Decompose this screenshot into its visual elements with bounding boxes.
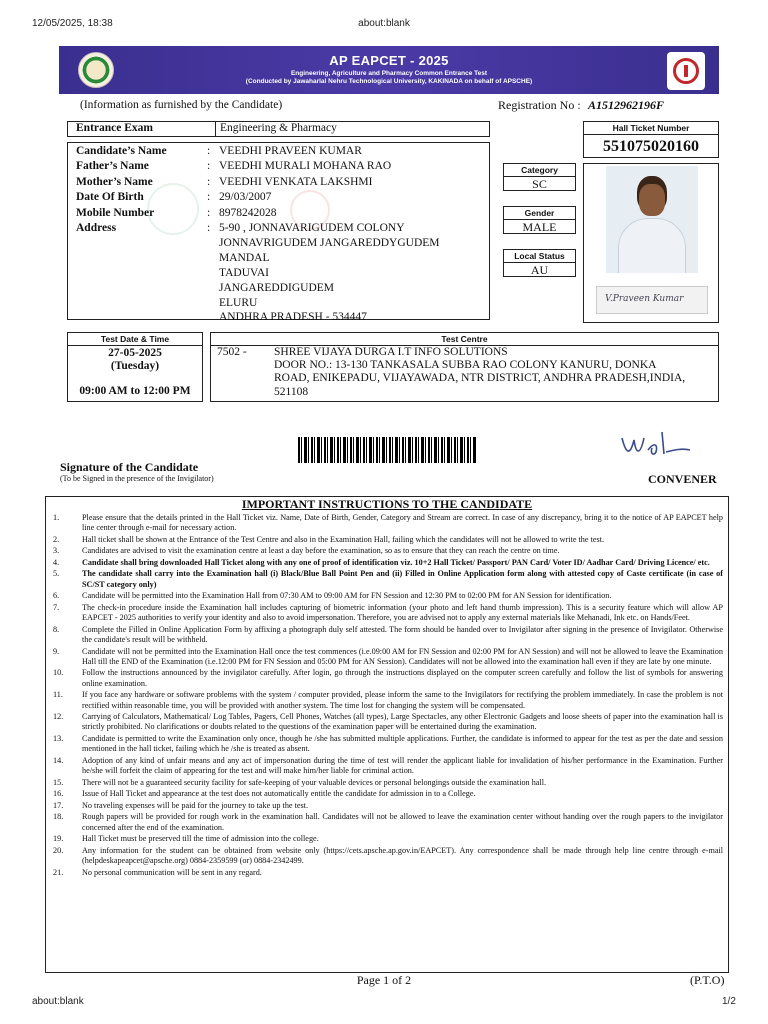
banner-conducted-by: (Conducted by Jawaharlal Nehru Technological University, KAKINADA on behalf of APSCHE) — [245, 78, 533, 85]
instruction-item — [53, 734, 723, 755]
address-line: 5-90 , JONNAVARIGUDEM COLONY — [219, 222, 405, 234]
instruction-text: No personal communication will be sent in any regard. — [82, 867, 262, 877]
page-number: Page 1 of 2 — [356, 973, 412, 987]
instruction-text: Candidate will be permitted into the Examination Hall from 07:30 AM to 09:00 AM for FN Session and 12:30 PM to 02:00 PM for AN Session for identification. — [82, 591, 612, 601]
signature-label: Signature of the Candidate — [60, 460, 199, 474]
test-centre-label: Test Centre — [211, 333, 718, 346]
instruction-number: 8. — [53, 624, 60, 634]
father-name-label: Father’s Name — [76, 160, 149, 172]
candidate-name-label: Candidate’s Name — [76, 145, 167, 157]
convener-signature-icon — [618, 424, 692, 464]
test-centre-address — [274, 346, 685, 399]
instruction-item — [53, 569, 723, 590]
candidate-photo — [583, 163, 719, 323]
instruction-number: 21. — [53, 867, 64, 877]
entrance-exam-label: Entrance Exam — [76, 122, 153, 134]
instruction-item — [53, 647, 723, 668]
local-status-value: AU — [530, 263, 549, 277]
instruction-text: Carrying of Calculators, Mathematical/ Log Tables, Pagers, Cell Phones, Watches (all types), Large Spectacles, any other Electronic Gadgets and loose sheets of paper into the examination hall is strictly prohibited. No clarifications or doubts related to the questions of the examination paper will be entertained during the examination. — [82, 712, 723, 732]
instruction-number: 4. — [53, 557, 60, 567]
address-line: MANDAL — [219, 251, 270, 264]
instruction-number: 6. — [53, 591, 60, 601]
entrance-exam-value: Engineering & Pharmacy — [220, 122, 337, 134]
test-time: 09:00 AM to 12:00 PM — [79, 385, 191, 397]
instruction-item — [53, 625, 723, 646]
instruction-text: Candidate is permitted to write the Examination only once, though he /she has submitted multiple applications. Further, the candidate is informed to appear for the test as per the date and session mentioned in the hall ticket, failing which he /she is treated as absent. — [82, 733, 723, 754]
signature-note: (To be Signed in the presence of the Invigilator) — [60, 474, 214, 483]
instruction-item — [53, 834, 723, 844]
registration-number: A1512962196F — [588, 98, 665, 112]
banner-title: AP EAPCET - 2025 — [329, 53, 449, 68]
dob-value: 29/03/2007 — [219, 191, 272, 203]
watermark-logo-icon — [147, 183, 199, 235]
test-centre-line: 521108 — [274, 385, 309, 398]
instruction-number: 2. — [53, 534, 60, 544]
instruction-item — [53, 868, 723, 878]
address-line: ANDHRA PRADESH - 534447 — [219, 311, 367, 324]
test-date-label: Test Date & Time — [68, 333, 202, 346]
colon: : — [207, 176, 211, 188]
colon: : — [207, 160, 211, 172]
hall-ticket-number: 551075020160 — [603, 138, 699, 155]
photo-signature: V.Praveen Kumar — [596, 286, 708, 314]
instruction-number: 15. — [53, 777, 64, 787]
instruction-item — [53, 668, 723, 689]
instruction-text: Please ensure that the details printed in the Hall Ticket viz. Name, Date of Birth, Gender, Category and Stream are correct. In case of any discrepancy, bring it to the notice of AP EAPCET help line center through e-mail for necessary action. — [82, 513, 723, 533]
divider — [215, 121, 216, 137]
father-name: VEEDHI MURALI MOHANA RAO — [219, 160, 392, 172]
colon: : — [207, 222, 211, 234]
instruction-number: 17. — [53, 800, 64, 810]
test-date: 27-05-2025 — [108, 347, 162, 359]
gender-label: Gender — [504, 207, 575, 220]
entrance-exam-box — [67, 121, 490, 137]
instruction-text: Adoption of any kind of unfair means and any act of impersonation during the time of test will render the applicant liable for invalidation of his/her performance in the Examination. Further he/she will forfeit the claim of appearing for the test and will make him/her liable for criminal action. — [82, 755, 723, 776]
instructions-list — [53, 513, 723, 879]
print-datetime: 12/05/2025, 18:38 — [32, 18, 113, 29]
instruction-text: Hall Ticket must be preserved till the time of admission into the college. — [82, 834, 319, 844]
test-centre-line: SHREE VIJAYA DURGA I.T INFO SOLUTIONS — [274, 346, 508, 358]
instruction-item — [53, 801, 723, 811]
exam-banner — [59, 46, 719, 94]
instruction-item — [53, 558, 723, 568]
instruction-item — [53, 603, 723, 624]
category-label: Category — [504, 164, 575, 177]
test-centre-line: ROAD, ENIKEPADU, VIJAYAWADA, NTR DISTRICT, ANDHRA PRADESH,INDIA, — [274, 372, 686, 385]
print-title: about:blank — [358, 18, 410, 29]
instruction-item — [53, 591, 723, 601]
instruction-number: 18. — [53, 812, 64, 822]
instruction-text: The check-in procedure inside the Examination hall includes capturing of biometric information (your photo and left hand thumb impression). This is a security feature which will allow AP EAPCET - 2025 authorities to verify your identity and also to avoid impersonation. Therefore, you are advised not to apply any external materials like Mehanadi, Ink etc. on Hands/Feet. — [82, 602, 723, 623]
address-label: Address — [76, 222, 117, 234]
instruction-number: 12. — [53, 712, 64, 722]
banner-subtitle: Engineering, Agriculture and Pharmacy Common Entrance Test — [290, 70, 488, 77]
print-footer-page: 1/2 — [722, 996, 736, 1007]
jntuk-logo-icon — [78, 52, 114, 88]
category-value: SC — [532, 177, 547, 191]
instruction-text: Candidate shall bring downloaded Hall Ticket along with any one of proof of identification viz. 10+2 Hall Ticket/ Passport/ PAN Card/ Voter ID/ Aadhar Card/ Driving Licence/ etc. — [82, 557, 710, 567]
mobile-label: Mobile Number — [76, 207, 155, 219]
pto-label: (P.T.O) — [690, 973, 725, 987]
colon: : — [207, 191, 211, 203]
local-status-label: Local Status — [504, 250, 575, 263]
colon: : — [207, 145, 211, 157]
instruction-item — [53, 712, 723, 733]
test-date-box — [67, 332, 203, 402]
instruction-item — [53, 789, 723, 799]
instruction-text: Hall ticket shall be shown at the Entrance of the Test Centre and also in the Examination Hall, failing which the candidates will not be allowed to write the test. — [82, 534, 604, 544]
instructions-title: IMPORTANT INSTRUCTIONS TO THE CANDIDATE — [241, 497, 533, 511]
mobile-value: 8978242028 — [219, 207, 277, 219]
instruction-text: Follow the instructions announced by the invigilator carefully. After login, go through the instructions displayed on the computer screen carefully and follow the list of symbols for answering online examination. — [82, 668, 723, 688]
photo-image — [606, 166, 698, 273]
instruction-text: Complete the Filled in Online Application Form by affixing a photograph duly self attested. The form should be handed over to Invigilator after signing in the presence of Invigilator. Otherwise the candidate's result will be withheld. — [82, 624, 723, 645]
instruction-text: There will not be a guaranteed security facility for safe-keeping of your valuable devices or personal belongings outside the examination hall. — [82, 777, 547, 787]
instruction-number: 10. — [53, 668, 64, 678]
instruction-number: 19. — [53, 834, 64, 844]
address-line: ELURU — [219, 296, 258, 309]
instruction-number: 11. — [53, 690, 63, 700]
instruction-number: 9. — [53, 646, 60, 656]
instruction-item — [53, 756, 723, 777]
instruction-number: 16. — [53, 789, 64, 799]
instruction-item — [53, 535, 723, 545]
test-day: (Tuesday) — [110, 360, 160, 372]
address-block — [219, 221, 440, 325]
colon: : — [207, 207, 211, 219]
barcode — [298, 437, 476, 463]
instruction-item — [53, 690, 723, 711]
instruction-number: 7. — [53, 602, 60, 612]
instruction-number: 20. — [53, 845, 64, 855]
local-status-box — [503, 249, 576, 277]
instruction-number: 1. — [53, 513, 60, 522]
print-footer-url: about:blank — [32, 996, 84, 1007]
instruction-number: 13. — [53, 733, 64, 743]
hall-ticket-box — [583, 121, 719, 158]
candidate-name: VEEDHI PRAVEEN KUMAR — [219, 145, 362, 157]
instruction-number: 14. — [53, 755, 64, 765]
gender-value: MALE — [522, 220, 557, 234]
address-line: TADUVAI — [219, 266, 269, 279]
convener-label: CONVENER — [648, 472, 717, 486]
instruction-text: The candidate shall carry into the Examination hall (i) Black/Blue Ball Point Pen and (ii) Filled in Online Application form along with attested copy of Caste certificate (in case of SC/ST category only) — [82, 569, 723, 589]
category-box — [503, 163, 576, 191]
instruction-number: 3. — [53, 546, 60, 556]
instruction-item — [53, 513, 723, 534]
instruction-text: No traveling expenses will be paid for the journey to take up the test. — [82, 800, 309, 810]
mother-name-label: Mother’s Name — [76, 176, 153, 188]
test-centre-box — [210, 332, 719, 402]
instruction-item — [53, 812, 723, 833]
gender-box — [503, 206, 576, 234]
test-centre-line: DOOR NO.: 13-130 TANKASALA SUBBA RAO COLONY KANURU, DONKA — [274, 359, 657, 372]
instruction-text: If you face any hardware or software problems with the system / computer provided, please inform the same to the Invigilators for rectifying the problem immediately. In case the problem is not rectified within reasonable time, you will be provided with another system. The time lost for changing the system will be compensated. — [82, 690, 723, 710]
test-centre-code: 7502 - — [217, 346, 247, 358]
dob-label: Date Of Birth — [76, 191, 144, 203]
address-line: JONNAVRIGUDEM JANGAREDDYGUDEM — [219, 236, 440, 249]
hall-ticket-label: Hall Ticket Number — [584, 122, 718, 135]
mother-name: VEEDHI VENKATA LAKSHMI — [219, 176, 373, 188]
instruction-text: Issue of Hall Ticket and appearance at the test does not automatically entitle the candidate for admission in to a College. — [82, 789, 476, 799]
instruction-text: Candidates are advised to visit the examination centre at least a day before the examination, so as to ensure that they can reach the centre on time. — [82, 546, 560, 556]
instruction-number: 5. — [53, 569, 60, 579]
instruction-text: Any information for the student can be obtained from website only (https://cets.apsche.ap.gov.in/EAPCET). Any correspondence shall be made through help line centre through e-mail (helpdeskapeapcet@apsche.org) 0884-2359599 (or) 0884-2342499. — [82, 845, 723, 865]
instruction-text: Candidate will not be permitted into the Examination Hall once the test commences (i.e.09:00 AM for FN Session and 02:00 PM for AN Session) and will not be allowed to leave the Examination Hall till the END of the Examination (i.e.12:00 PM for FN Session and 05:00 PM for AN Session). Candidates will not be allowed into the examination hall even if they are late by one minute. — [82, 646, 723, 666]
instruction-item — [53, 846, 723, 867]
address-line: JANGAREDDIGUDEM — [219, 281, 334, 294]
info-note: (Information as furnished by the Candidate) — [80, 99, 283, 111]
instruction-text: Rough papers will be provided for rough work in the examination hall. Candidates will not be allowed to leave the examination center without handing over the rough papers to the invigilator concerned after the end of the examination. — [82, 812, 723, 832]
registration-label: Registration No : — [498, 98, 581, 112]
apsche-logo-icon — [667, 52, 705, 90]
instruction-item — [53, 546, 723, 556]
instruction-item — [53, 778, 723, 788]
